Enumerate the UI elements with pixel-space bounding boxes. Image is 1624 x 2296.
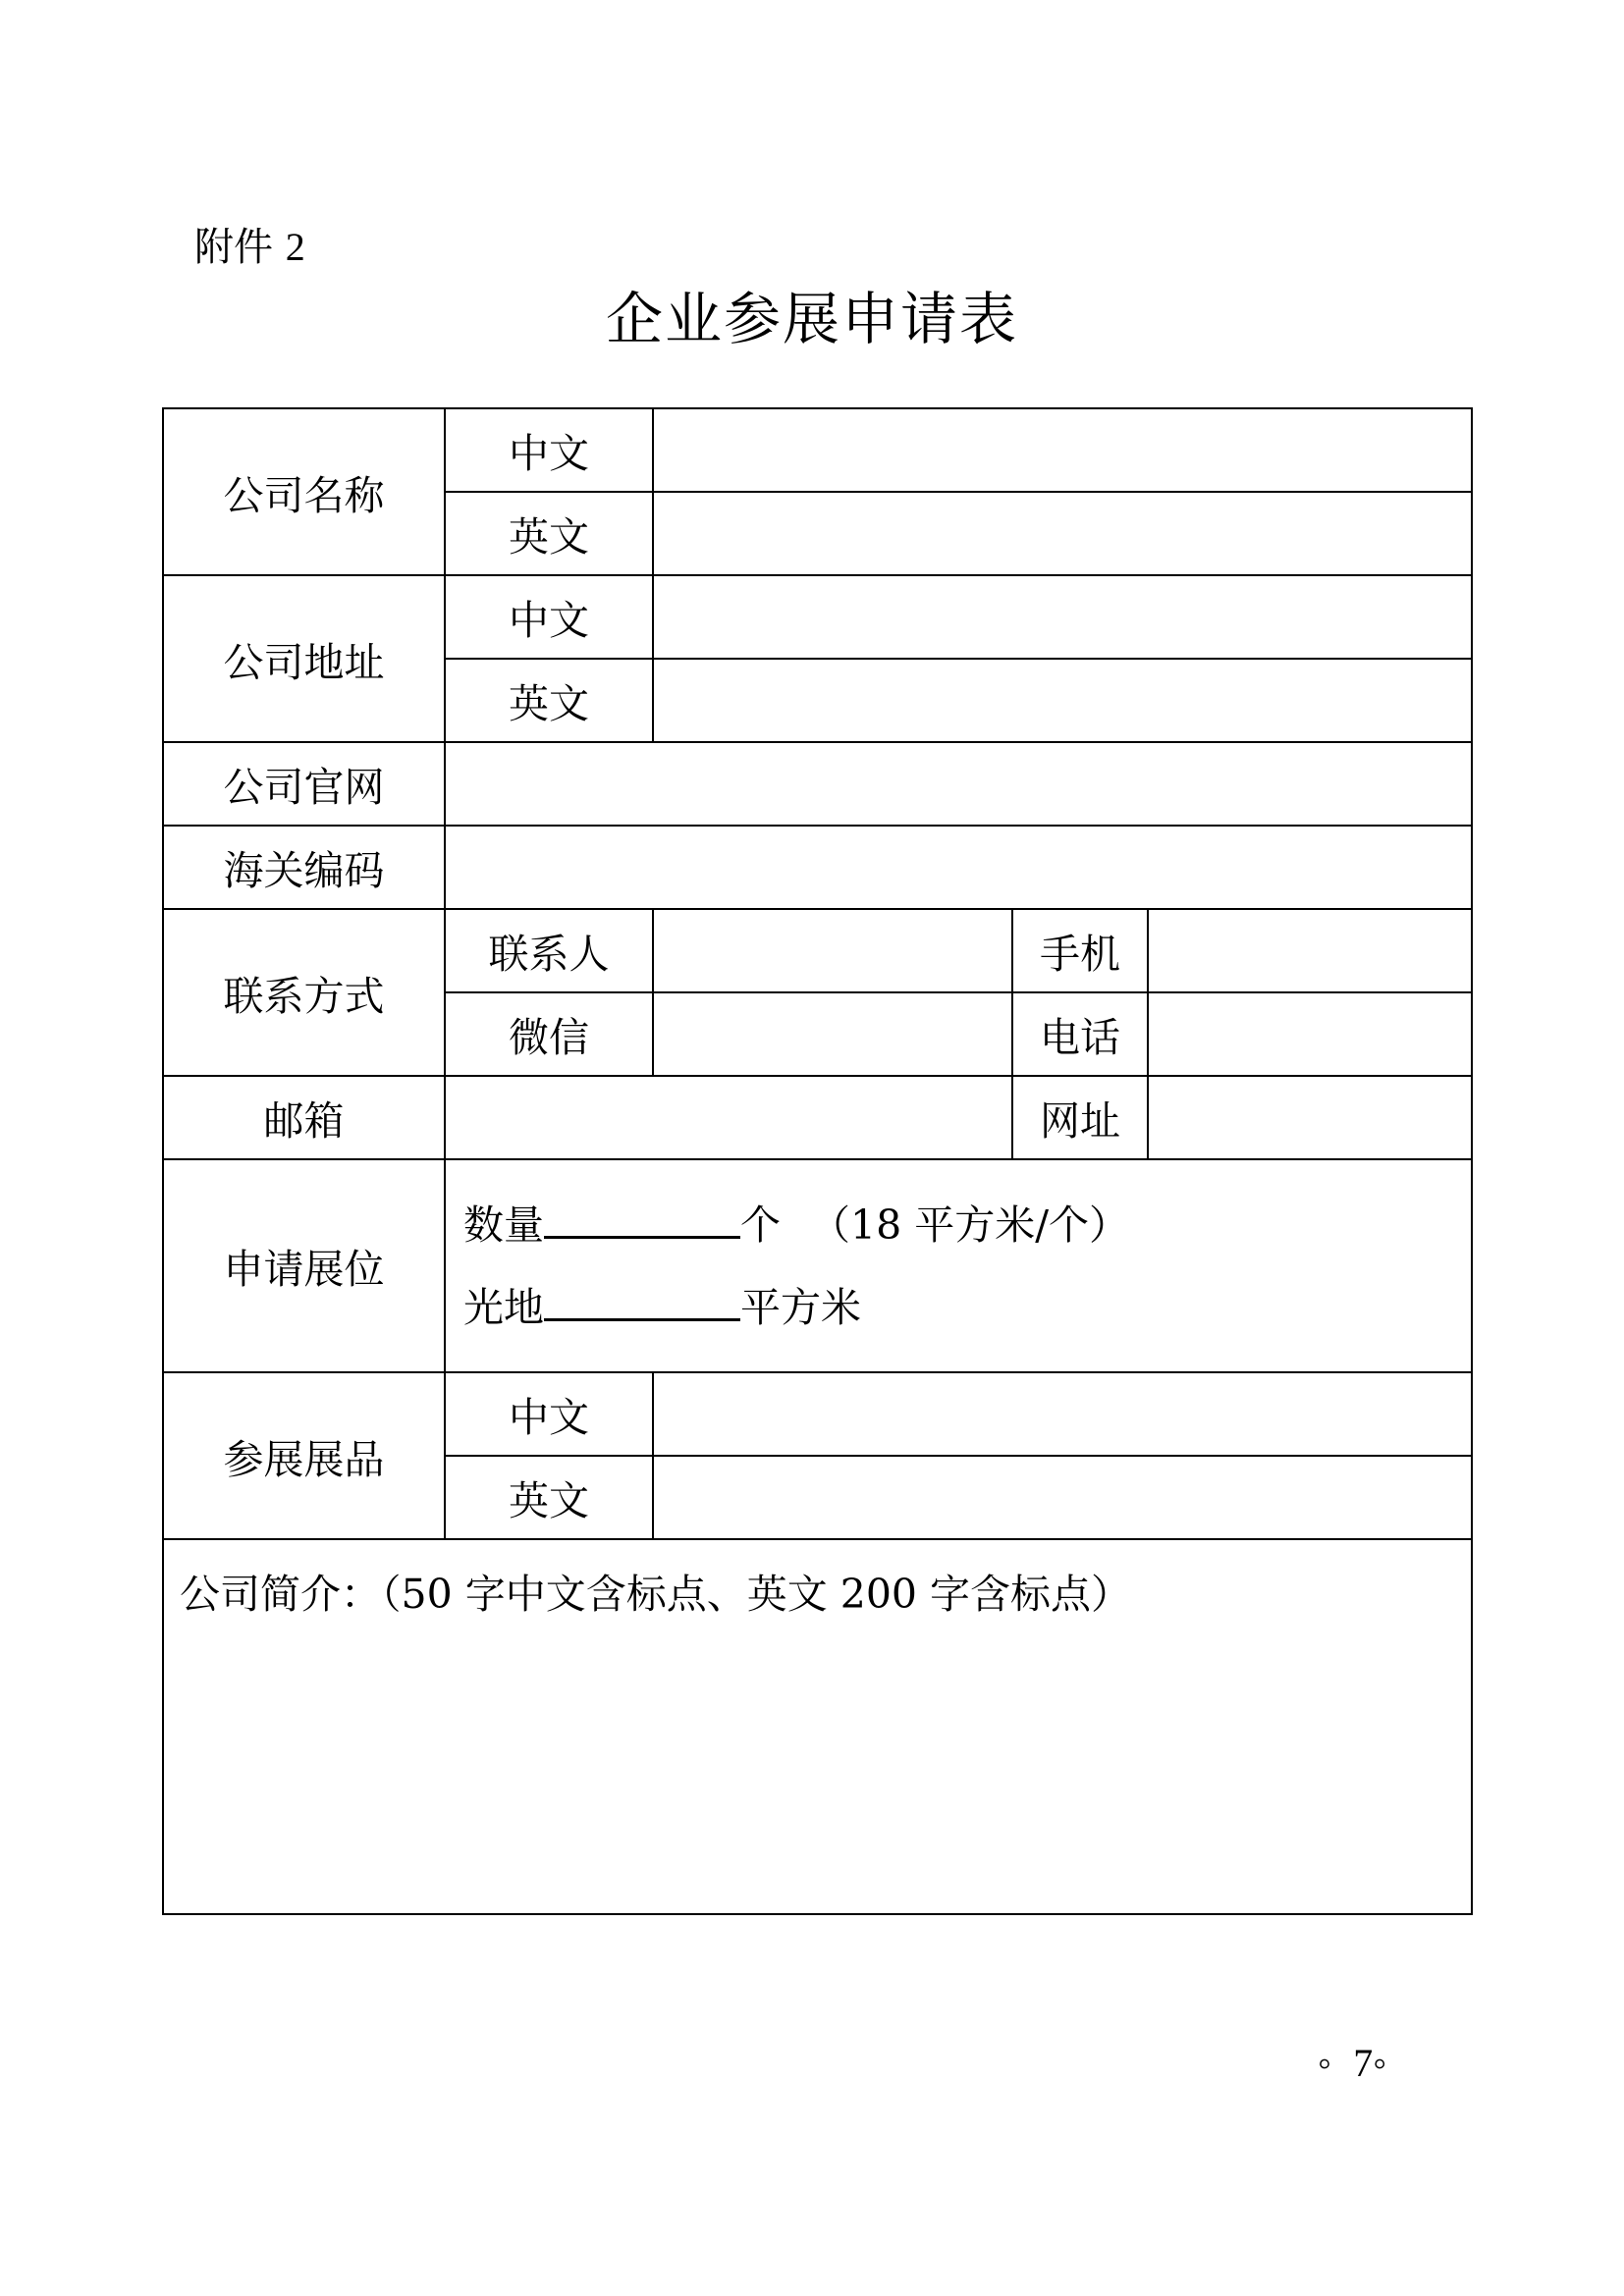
- page-title: 企业参展申请表: [605, 286, 1018, 352]
- company-name-row-cn: [163, 408, 1472, 492]
- exhibits-cn-field[interactable]: [653, 1372, 1472, 1456]
- profile-label: 公司简介：（50 字中文含标点、英文 200 字含标点）: [180, 1571, 1132, 1618]
- company-address-cn-field[interactable]: [653, 575, 1472, 659]
- email-row: [163, 1076, 1472, 1159]
- page-number-value: 7: [1353, 2041, 1374, 2085]
- website-field[interactable]: [445, 742, 1472, 826]
- company-address-row-cn: [163, 575, 1472, 659]
- booth-label: 申请展位: [163, 1159, 445, 1372]
- customs-code-label: 海关编码: [163, 826, 445, 909]
- page-number: [1318, 2040, 1386, 2087]
- email-label: 邮箱: [163, 1076, 445, 1159]
- exhibits-en-field[interactable]: [653, 1456, 1472, 1539]
- page-dot-right: ◦: [1373, 2041, 1387, 2085]
- exhibits-row-cn: [163, 1372, 1472, 1456]
- exhibits-cn-label: 中文: [445, 1372, 653, 1456]
- email-field[interactable]: [445, 1076, 1012, 1159]
- website-row: [163, 742, 1472, 826]
- profile-row: [163, 1539, 1472, 1914]
- wechat-label: 微信: [445, 992, 653, 1076]
- company-name-cn-label: 中文: [445, 408, 653, 492]
- booth-row: [163, 1159, 1472, 1372]
- booth-space-line: [463, 1266, 1471, 1349]
- booth-quantity-blank[interactable]: [544, 1202, 740, 1239]
- company-name-en-label: 英文: [445, 492, 653, 575]
- phone-field[interactable]: [1148, 992, 1472, 1076]
- company-name-en-field[interactable]: [653, 492, 1472, 575]
- company-name-label: 公司名称: [163, 408, 445, 575]
- company-name-cn-field[interactable]: [653, 408, 1472, 492]
- company-address-label: 公司地址: [163, 575, 445, 742]
- booth-space-prefix: 光地: [463, 1283, 544, 1331]
- attachment-number: 2: [285, 225, 305, 269]
- company-address-cn-label: 中文: [445, 575, 653, 659]
- booth-quantity-note: （18 平方米/个）: [810, 1201, 1130, 1249]
- contact-person-field[interactable]: [653, 909, 1012, 992]
- customs-code-field[interactable]: [445, 826, 1472, 909]
- page-dot-left: ◦: [1318, 2041, 1332, 2085]
- attachment-label: [194, 224, 305, 271]
- customs-code-row: [163, 826, 1472, 909]
- booth-cell: [445, 1159, 1472, 1372]
- website-label: 公司官网: [163, 742, 445, 826]
- contact-label: 联系方式: [163, 909, 445, 1076]
- application-form-table: [162, 407, 1473, 1915]
- booth-space-suffix: 平方米: [740, 1283, 861, 1331]
- booth-quantity-suffix: 个: [740, 1201, 781, 1249]
- phone-label: 电话: [1012, 992, 1148, 1076]
- mobile-label: 手机: [1012, 909, 1148, 992]
- company-address-en-field[interactable]: [653, 659, 1472, 742]
- booth-quantity-prefix: 数量: [463, 1201, 544, 1249]
- attachment-text: 附件: [194, 225, 273, 270]
- booth-space-blank[interactable]: [544, 1285, 740, 1321]
- exhibits-label: 参展展品: [163, 1372, 445, 1539]
- url-field[interactable]: [1148, 1076, 1472, 1159]
- contact-row-1: [163, 909, 1472, 992]
- url-label: 网址: [1012, 1076, 1148, 1159]
- contact-person-label: 联系人: [445, 909, 653, 992]
- mobile-field[interactable]: [1148, 909, 1472, 992]
- booth-quantity-line: [463, 1184, 1471, 1266]
- company-address-en-label: 英文: [445, 659, 653, 742]
- profile-cell[interactable]: [163, 1539, 1472, 1914]
- exhibits-en-label: 英文: [445, 1456, 653, 1539]
- wechat-field[interactable]: [653, 992, 1012, 1076]
